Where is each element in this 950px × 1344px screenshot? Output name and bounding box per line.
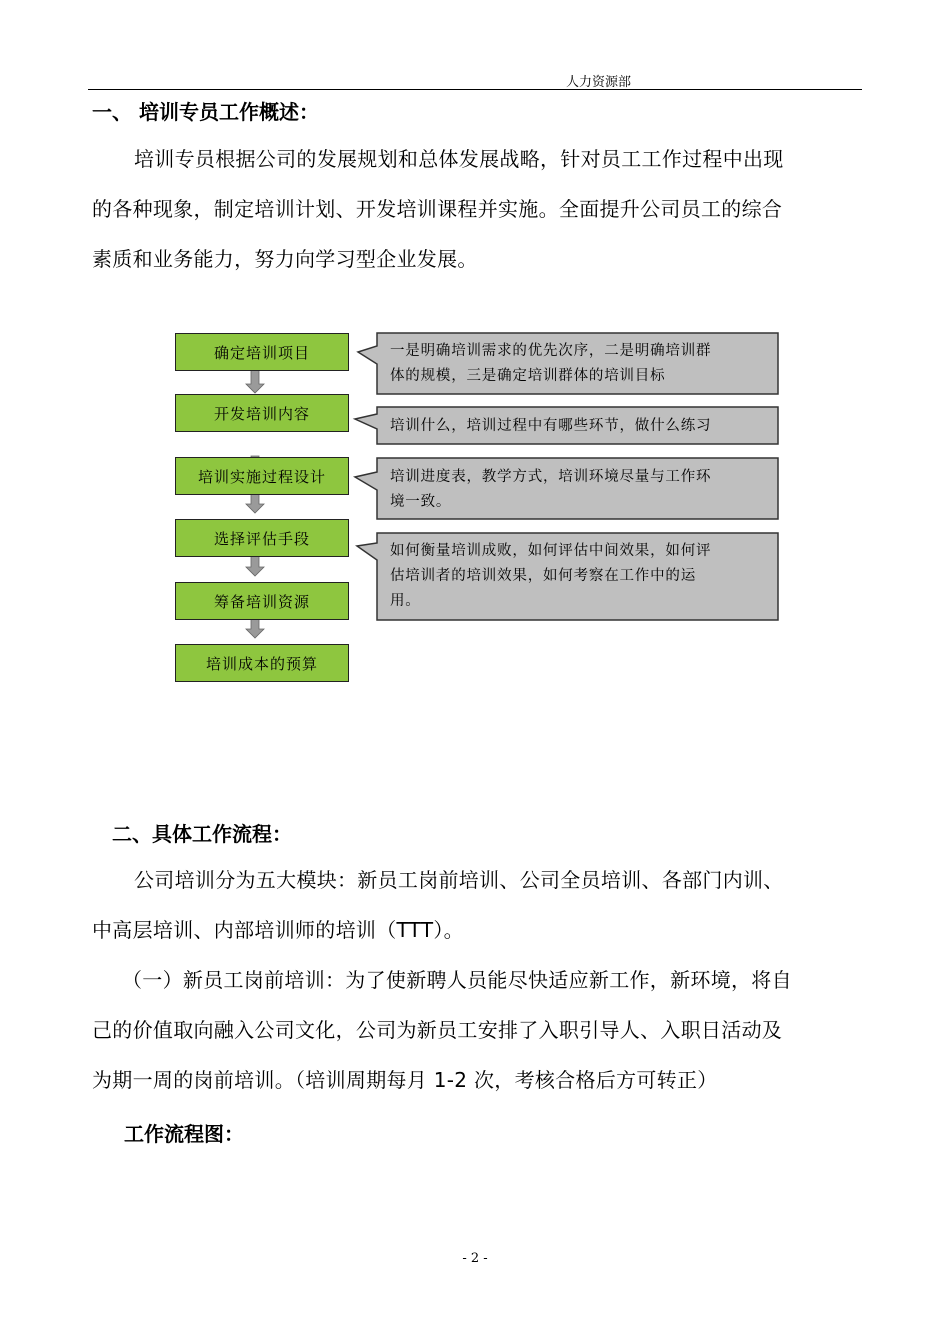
section1-line: 培训专员根据公司的发展规划和总体发展战略，针对员工工作过程中出现 bbox=[134, 147, 784, 171]
flow-step-1: 确定培训项目 bbox=[175, 333, 349, 371]
section2-line: 为期一周的岗前培训。（培训周期每月 1-2 次，考核合格后方可转正） bbox=[92, 1068, 718, 1092]
callout-line: 估培训者的培训效果，如何考察在工作中的运 bbox=[390, 568, 696, 584]
workflow-subtitle: 工作流程图： bbox=[124, 1122, 244, 1146]
callout-line: 培训进度表，教学方式，培训环境尽量与工作环 bbox=[390, 469, 712, 485]
arrow-down-icon bbox=[246, 492, 264, 513]
section2-line: 己的价值取向融入公司文化，公司为新员工安排了入职引导人、入职日活动及 bbox=[92, 1018, 783, 1042]
flow-step-4: 选择评估手段 bbox=[175, 519, 349, 557]
flow-step-5: 筹备培训资源 bbox=[175, 582, 349, 620]
section1-paragraph bbox=[92, 134, 784, 284]
page-number: - 2 - bbox=[462, 1251, 488, 1266]
arrow-down-icon bbox=[246, 619, 264, 638]
section2-line: （一）新员工岗前培训：为了使新聘人员能尽快适应新工作，新环境，将自 bbox=[122, 968, 792, 992]
callout-line: 一是明确培训需求的优先次序，二是明确培训群 bbox=[390, 343, 712, 359]
callout-line: 如何衡量培训成败，如何评估中间效果，如何评 bbox=[390, 543, 712, 559]
arrow-down-icon bbox=[246, 370, 264, 393]
section2-title: 二、具体工作流程： bbox=[112, 822, 292, 846]
callout-line: 用。 bbox=[390, 593, 421, 609]
section2-line: 中高层培训、内部培训师的培训（TTT）。 bbox=[92, 918, 464, 942]
callout-3-text bbox=[390, 465, 711, 515]
section2-line: 公司培训分为五大模块：新员工岗前培训、公司全员培训、各部门内训、 bbox=[134, 868, 784, 892]
flow-step-2: 开发培训内容 bbox=[175, 394, 349, 432]
callout-1-text bbox=[390, 339, 711, 389]
callout-4-text bbox=[390, 539, 711, 614]
callout-line: 培训什么，培训过程中有哪些环节，做什么练习 bbox=[390, 418, 712, 434]
section1-line: 素质和业务能力，努力向学习型企业发展。 bbox=[92, 247, 478, 271]
header-divider bbox=[88, 89, 862, 90]
section1-title: 一、 培训专员工作概述： bbox=[92, 100, 319, 124]
arrow-down-icon bbox=[246, 555, 264, 576]
callout-line: 境一致。 bbox=[390, 494, 452, 510]
section2-paragraph bbox=[92, 855, 792, 1105]
flow-step-6: 培训成本的预算 bbox=[175, 644, 349, 682]
flow-step-3: 培训实施过程设计 bbox=[175, 457, 349, 495]
callout-2-text bbox=[390, 414, 711, 439]
header-department: 人力资源部 bbox=[566, 75, 632, 90]
callout-line: 体的规模，三是确定培训群体的培训目标 bbox=[390, 368, 666, 384]
section1-line: 的各种现象，制定培训计划、开发培训课程并实施。全面提升公司员工的综合 bbox=[92, 197, 783, 221]
